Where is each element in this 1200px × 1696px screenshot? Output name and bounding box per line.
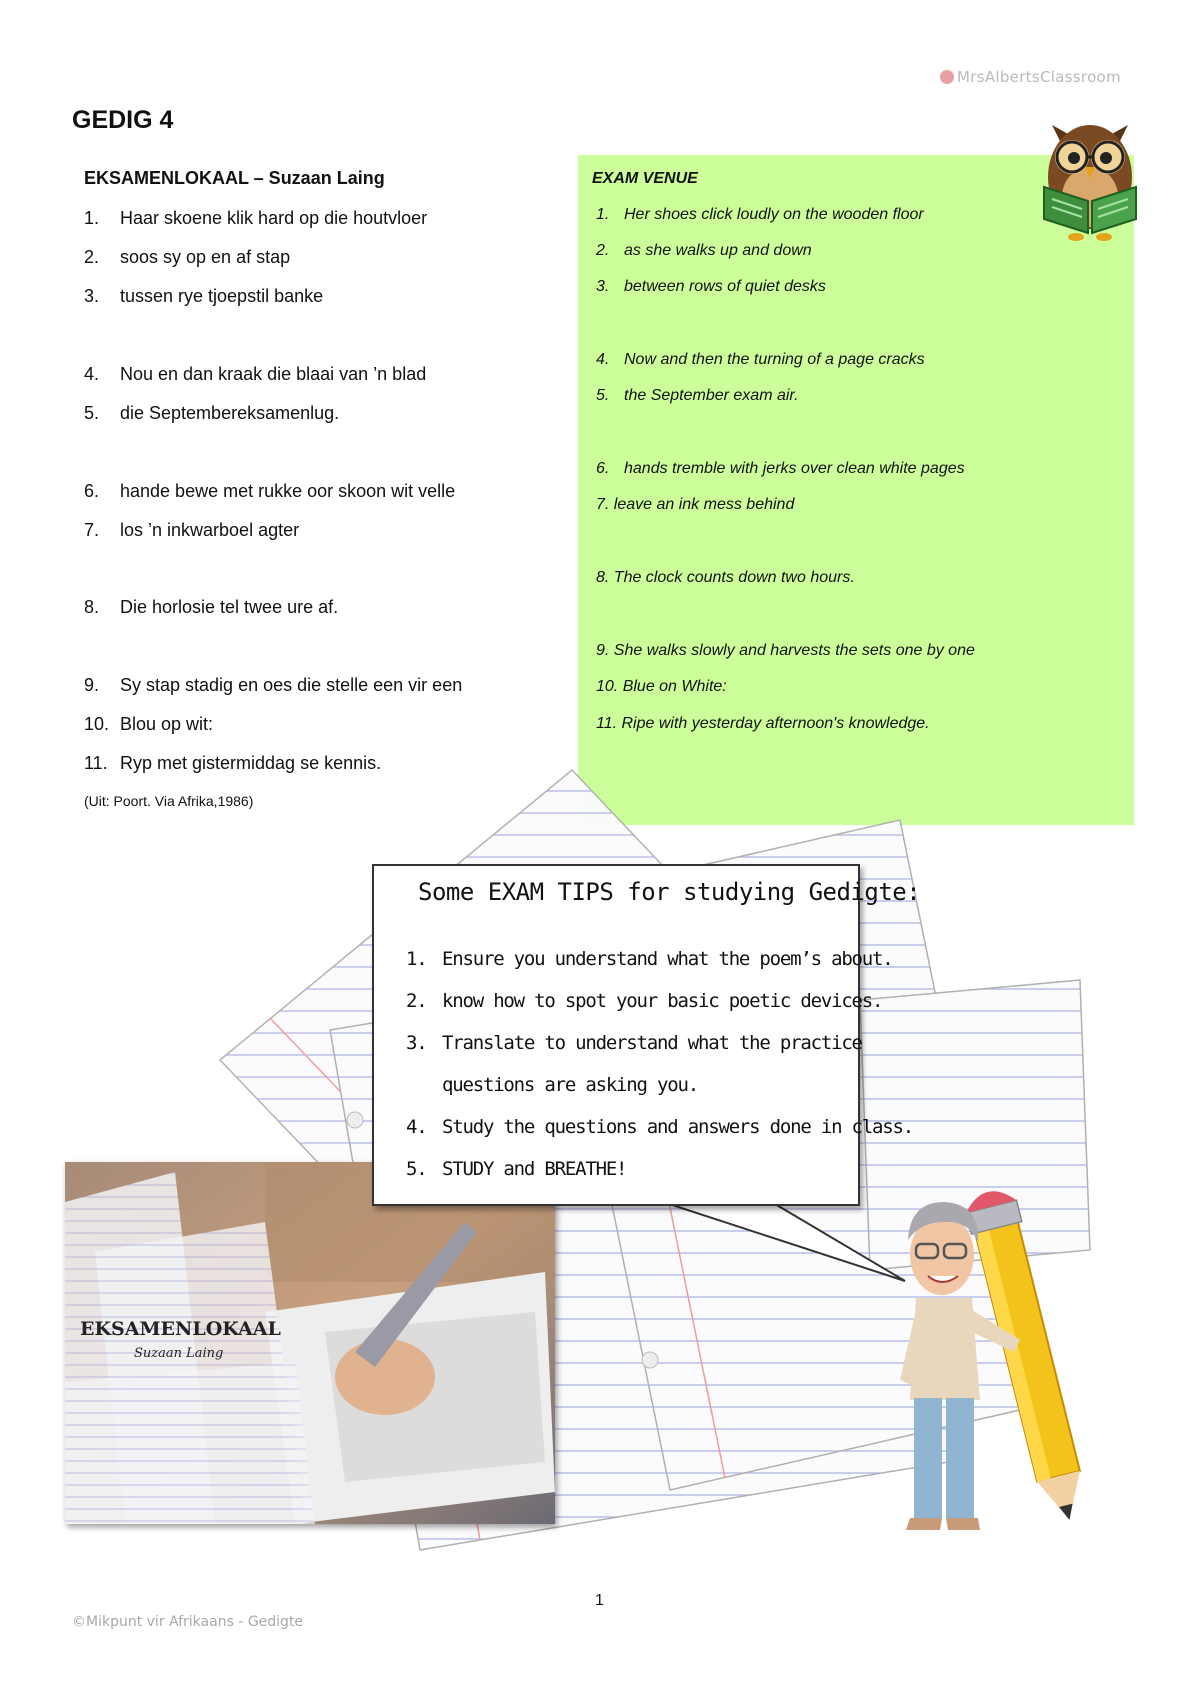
line-number: 11. bbox=[84, 753, 108, 773]
line-text: die Septembereksamenlug. bbox=[120, 403, 340, 423]
line-number: 10. bbox=[84, 714, 110, 734]
tip-text: Study the questions and answers done in class. bbox=[442, 1116, 913, 1138]
line-text: as she walks up and down bbox=[624, 242, 812, 259]
tip-number: 3. bbox=[406, 1032, 427, 1054]
line-number: 9. bbox=[84, 675, 100, 695]
line-number: 4. bbox=[596, 351, 610, 368]
cover-author: Suzaan Laing bbox=[134, 1346, 224, 1361]
tip-text: Ensure you understand what the poem’s about. bbox=[442, 948, 893, 970]
poem-cover-image bbox=[65, 1162, 555, 1524]
line-text: Haar skoene klik hard op die houtvloer bbox=[120, 208, 428, 228]
speech-bubble-tail bbox=[620, 1196, 920, 1296]
line-number: 7. bbox=[84, 520, 100, 540]
page-title: GEDIG 4 bbox=[72, 106, 174, 134]
brand-text: MrsAlbertsClassroom bbox=[957, 68, 1121, 86]
line-number: 2. bbox=[596, 242, 610, 259]
line-number: 4. bbox=[84, 364, 100, 384]
line-number: 3. bbox=[596, 278, 610, 295]
line-number: 1. bbox=[596, 206, 610, 223]
tip-number: 5. bbox=[406, 1158, 427, 1180]
line-text: Sy stap stadig en oes die stelle een vir een bbox=[120, 675, 463, 695]
tip-number: 2. bbox=[406, 990, 427, 1012]
line-text: 8. The clock counts down two hours. bbox=[596, 569, 855, 586]
line-number: 6. bbox=[84, 481, 100, 501]
line-text: los ’n inkwarboel agter bbox=[120, 520, 300, 540]
line-text: Blou op wit: bbox=[120, 714, 214, 734]
page-number: 1 bbox=[595, 1592, 604, 1609]
line-text: 9. She walks slowly and harvests the sets one by one bbox=[596, 642, 975, 659]
footer-copyright: ©Mikpunt vir Afrikaans - Gedigte bbox=[72, 1614, 304, 1630]
tip-number: 4. bbox=[406, 1116, 427, 1138]
line-text: Nou en dan kraak die blaai van ’n blad bbox=[120, 364, 427, 384]
line-number: 8. bbox=[84, 597, 100, 617]
line-text: 11. Ripe with yesterday afternoon's knowledge. bbox=[596, 715, 930, 732]
tip-text: Translate to understand what the practice bbox=[442, 1032, 862, 1054]
line-number: 1. bbox=[84, 208, 100, 228]
line-number: 2. bbox=[84, 247, 100, 267]
tip-item bbox=[406, 948, 893, 970]
line-text: Ryp met gistermiddag se kennis. bbox=[120, 753, 382, 773]
poem-source: (Uit: Poort. Via Afrika,1986) bbox=[84, 793, 254, 809]
translation-heading: EXAM VENUE bbox=[592, 170, 698, 187]
line-number: 5. bbox=[84, 403, 100, 423]
tip-item bbox=[406, 990, 882, 1012]
tip-text: know how to spot your basic poetic devices. bbox=[442, 990, 883, 1012]
line-text: tussen rye tjoepstil banke bbox=[120, 286, 324, 306]
tip-item bbox=[406, 1032, 862, 1054]
tip-item bbox=[406, 1158, 626, 1180]
line-text: Now and then the turning of a page cracks bbox=[624, 351, 925, 368]
line-text: Her shoes click loudly on the wooden floor bbox=[624, 206, 924, 223]
line-text: Die horlosie tel twee ure af. bbox=[120, 597, 339, 617]
line-number: 5. bbox=[596, 387, 610, 404]
tip-number: 1. bbox=[406, 948, 427, 970]
tip-text: questions are asking you. bbox=[442, 1074, 698, 1096]
poem-heading: EKSAMENLOKAAL – Suzaan Laing bbox=[84, 168, 385, 188]
cover-title: EKSAMENLOKAAL bbox=[80, 1318, 281, 1340]
line-text: hande bewe met rukke oor skoon wit velle bbox=[120, 481, 456, 501]
line-text: the September exam air. bbox=[624, 387, 799, 404]
line-text: between rows of quiet desks bbox=[624, 278, 826, 295]
exam-writing-photo bbox=[65, 1162, 555, 1524]
line-text: 7. leave an ink mess behind bbox=[596, 496, 795, 513]
tip-item bbox=[406, 1116, 913, 1138]
line-text: 10. Blue on White: bbox=[596, 678, 727, 695]
line-text: soos sy op en af stap bbox=[120, 247, 291, 267]
tip-text: STUDY and BREATHE! bbox=[442, 1158, 627, 1180]
line-number: 6. bbox=[596, 460, 610, 477]
tips-heading: Some EXAM TIPS for studying Gedigte: bbox=[418, 878, 921, 906]
tip-item bbox=[406, 1074, 698, 1096]
line-number: 3. bbox=[84, 286, 100, 306]
teacher-with-pencil-icon bbox=[880, 1180, 1110, 1550]
line-text: hands tremble with jerks over clean white pages bbox=[624, 460, 965, 477]
